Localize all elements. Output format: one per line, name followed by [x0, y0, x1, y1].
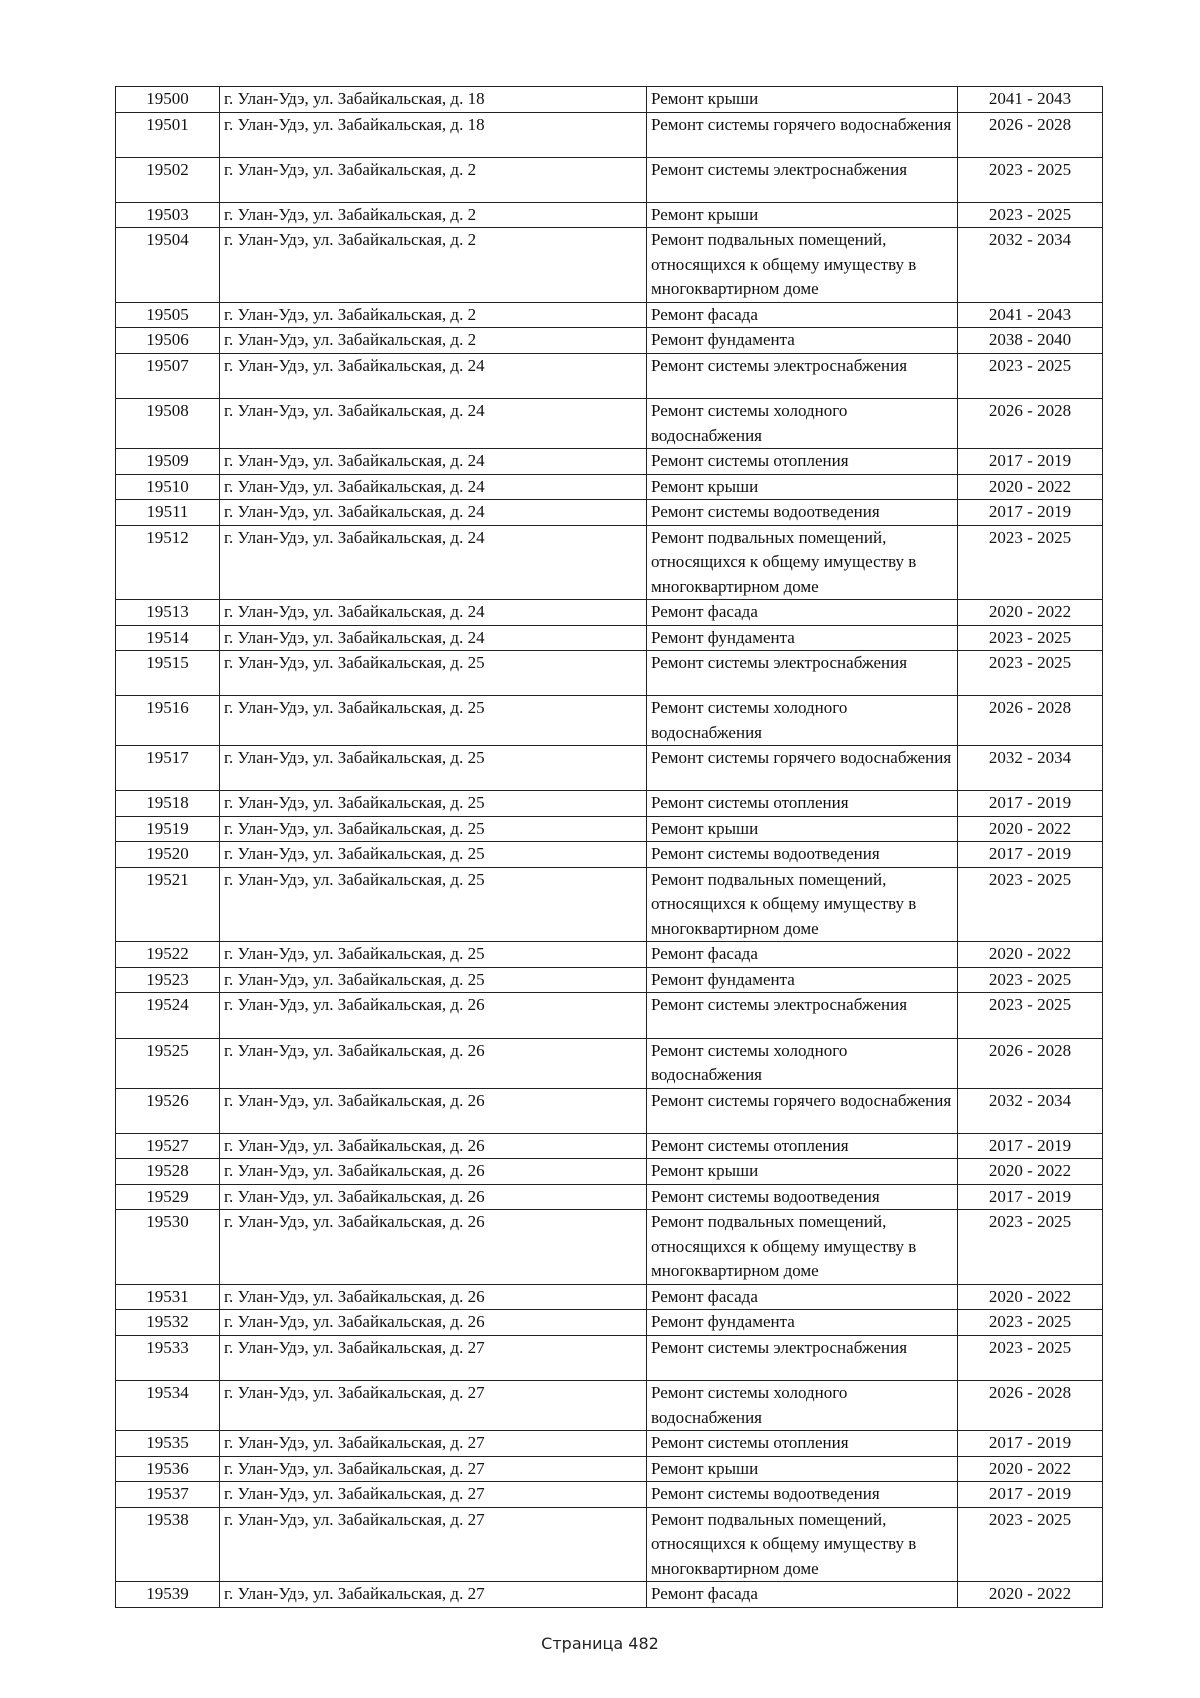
work-type-cell: Ремонт системы электроснабжения — [647, 157, 958, 202]
period-cell: 2020 - 2022 — [958, 1582, 1103, 1608]
row-number-cell: 19512 — [116, 525, 220, 600]
period-cell: 2032 - 2034 — [958, 228, 1103, 303]
period-cell: 2017 - 2019 — [958, 500, 1103, 526]
address-cell: г. Улан-Удэ, ул. Забайкальская, д. 25 — [220, 842, 647, 868]
address-cell: г. Улан-Удэ, ул. Забайкальская, д. 2 — [220, 202, 647, 228]
table-row — [116, 1582, 1103, 1608]
period-cell: 2026 - 2028 — [958, 1038, 1103, 1088]
work-type-cell: Ремонт системы электроснабжения — [647, 353, 958, 398]
row-number-cell: 19500 — [116, 87, 220, 113]
table-row — [116, 1184, 1103, 1210]
period-cell: 2020 - 2022 — [958, 1456, 1103, 1482]
row-number-cell: 19536 — [116, 1456, 220, 1482]
work-type-cell: Ремонт системы водоотведения — [647, 842, 958, 868]
address-cell: г. Улан-Удэ, ул. Забайкальская, д. 26 — [220, 1038, 647, 1088]
table-row — [116, 87, 1103, 113]
work-type-cell: Ремонт фасада — [647, 600, 958, 626]
work-type-cell: Ремонт крыши — [647, 87, 958, 113]
address-cell: г. Улан-Удэ, ул. Забайкальская, д. 18 — [220, 112, 647, 157]
work-type-cell: Ремонт фасада — [647, 1582, 958, 1608]
row-number-cell: 19503 — [116, 202, 220, 228]
row-number-cell: 19526 — [116, 1088, 220, 1133]
address-cell: г. Улан-Удэ, ул. Забайкальская, д. 18 — [220, 87, 647, 113]
work-type-cell: Ремонт крыши — [647, 474, 958, 500]
work-type-cell: Ремонт системы холодного водоснабжения — [647, 696, 958, 746]
address-cell: г. Улан-Удэ, ул. Забайкальская, д. 26 — [220, 1159, 647, 1185]
address-cell: г. Улан-Удэ, ул. Забайкальская, д. 27 — [220, 1507, 647, 1582]
address-cell: г. Улан-Удэ, ул. Забайкальская, д. 26 — [220, 1184, 647, 1210]
row-number-cell: 19523 — [116, 967, 220, 993]
work-type-cell: Ремонт системы электроснабжения — [647, 651, 958, 696]
row-number-cell: 19527 — [116, 1133, 220, 1159]
period-cell: 2041 - 2043 — [958, 302, 1103, 328]
period-cell: 2032 - 2034 — [958, 1088, 1103, 1133]
work-type-cell: Ремонт крыши — [647, 1456, 958, 1482]
works-table — [115, 86, 1103, 1608]
address-cell: г. Улан-Удэ, ул. Забайкальская, д. 25 — [220, 867, 647, 942]
address-cell: г. Улан-Удэ, ул. Забайкальская, д. 25 — [220, 967, 647, 993]
address-cell: г. Улан-Удэ, ул. Забайкальская, д. 25 — [220, 791, 647, 817]
table-row — [116, 1088, 1103, 1133]
row-number-cell: 19508 — [116, 399, 220, 449]
period-cell: 2023 - 2025 — [958, 157, 1103, 202]
table-row — [116, 525, 1103, 600]
address-cell: г. Улан-Удэ, ул. Забайкальская, д. 27 — [220, 1381, 647, 1431]
address-cell: г. Улан-Удэ, ул. Забайкальская, д. 27 — [220, 1431, 647, 1457]
row-number-cell: 19530 — [116, 1210, 220, 1285]
table-row — [116, 1284, 1103, 1310]
period-cell: 2020 - 2022 — [958, 942, 1103, 968]
table-row — [116, 328, 1103, 354]
work-type-cell: Ремонт системы отопления — [647, 1133, 958, 1159]
work-type-cell: Ремонт системы отопления — [647, 449, 958, 475]
period-cell: 2017 - 2019 — [958, 1133, 1103, 1159]
table-row — [116, 816, 1103, 842]
row-number-cell: 19529 — [116, 1184, 220, 1210]
address-cell: г. Улан-Удэ, ул. Забайкальская, д. 24 — [220, 474, 647, 500]
period-cell: 2023 - 2025 — [958, 1335, 1103, 1380]
address-cell: г. Улан-Удэ, ул. Забайкальская, д. 25 — [220, 816, 647, 842]
period-cell: 2023 - 2025 — [958, 967, 1103, 993]
period-cell: 2020 - 2022 — [958, 1159, 1103, 1185]
address-cell: г. Улан-Удэ, ул. Забайкальская, д. 2 — [220, 157, 647, 202]
work-type-cell: Ремонт фундамента — [647, 328, 958, 354]
period-cell: 2026 - 2028 — [958, 399, 1103, 449]
row-number-cell: 19525 — [116, 1038, 220, 1088]
row-number-cell: 19505 — [116, 302, 220, 328]
row-number-cell: 19531 — [116, 1284, 220, 1310]
address-cell: г. Улан-Удэ, ул. Забайкальская, д. 24 — [220, 449, 647, 475]
table-row — [116, 353, 1103, 398]
address-cell: г. Улан-Удэ, ул. Забайкальская, д. 2 — [220, 328, 647, 354]
period-cell: 2017 - 2019 — [958, 1431, 1103, 1457]
table-row — [116, 112, 1103, 157]
table-row — [116, 696, 1103, 746]
table-row — [116, 1381, 1103, 1431]
work-type-cell: Ремонт крыши — [647, 202, 958, 228]
address-cell: г. Улан-Удэ, ул. Забайкальская, д. 24 — [220, 500, 647, 526]
address-cell: г. Улан-Удэ, ул. Забайкальская, д. 26 — [220, 1310, 647, 1336]
table-row — [116, 942, 1103, 968]
row-number-cell: 19514 — [116, 625, 220, 651]
row-number-cell: 19524 — [116, 993, 220, 1038]
table-row — [116, 993, 1103, 1038]
work-type-cell: Ремонт фундамента — [647, 625, 958, 651]
work-type-cell: Ремонт системы электроснабжения — [647, 1335, 958, 1380]
period-cell: 2017 - 2019 — [958, 842, 1103, 868]
address-cell: г. Улан-Удэ, ул. Забайкальская, д. 26 — [220, 1284, 647, 1310]
period-cell: 2017 - 2019 — [958, 1184, 1103, 1210]
period-cell: 2020 - 2022 — [958, 474, 1103, 500]
works-table-body — [116, 87, 1103, 1608]
row-number-cell: 19509 — [116, 449, 220, 475]
address-cell: г. Улан-Удэ, ул. Забайкальская, д. 26 — [220, 1088, 647, 1133]
period-cell: 2023 - 2025 — [958, 1210, 1103, 1285]
work-type-cell: Ремонт системы горячего водоснабжения — [647, 1088, 958, 1133]
period-cell: 2023 - 2025 — [958, 625, 1103, 651]
table-row — [116, 600, 1103, 626]
table-row — [116, 1038, 1103, 1088]
period-cell: 2023 - 2025 — [958, 525, 1103, 600]
address-cell: г. Улан-Удэ, ул. Забайкальская, д. 27 — [220, 1582, 647, 1608]
work-type-cell: Ремонт системы горячего водоснабжения — [647, 746, 958, 791]
table-row — [116, 1431, 1103, 1457]
period-cell: 2026 - 2028 — [958, 1381, 1103, 1431]
address-cell: г. Улан-Удэ, ул. Забайкальская, д. 2 — [220, 228, 647, 303]
table-row — [116, 399, 1103, 449]
work-type-cell: Ремонт системы электроснабжения — [647, 993, 958, 1038]
work-type-cell: Ремонт подвальных помещений, относящихся к общему имуществу в многоквартирном доме — [647, 1507, 958, 1582]
row-number-cell: 19507 — [116, 353, 220, 398]
table-row — [116, 500, 1103, 526]
address-cell: г. Улан-Удэ, ул. Забайкальская, д. 24 — [220, 625, 647, 651]
row-number-cell: 19502 — [116, 157, 220, 202]
row-number-cell: 19537 — [116, 1482, 220, 1508]
address-cell: г. Улан-Удэ, ул. Забайкальская, д. 25 — [220, 746, 647, 791]
row-number-cell: 19511 — [116, 500, 220, 526]
work-type-cell: Ремонт подвальных помещений, относящихся к общему имуществу в многоквартирном доме — [647, 228, 958, 303]
row-number-cell: 19522 — [116, 942, 220, 968]
table-row — [116, 157, 1103, 202]
work-type-cell: Ремонт фасада — [647, 1284, 958, 1310]
row-number-cell: 19518 — [116, 791, 220, 817]
page-number: Страница 482 — [541, 1634, 659, 1653]
row-number-cell: 19504 — [116, 228, 220, 303]
work-type-cell: Ремонт системы холодного водоснабжения — [647, 1038, 958, 1088]
period-cell: 2017 - 2019 — [958, 449, 1103, 475]
work-type-cell: Ремонт системы водоотведения — [647, 1184, 958, 1210]
table-row — [116, 842, 1103, 868]
row-number-cell: 19534 — [116, 1381, 220, 1431]
row-number-cell: 19535 — [116, 1431, 220, 1457]
row-number-cell: 19521 — [116, 867, 220, 942]
period-cell: 2020 - 2022 — [958, 1284, 1103, 1310]
period-cell: 2020 - 2022 — [958, 816, 1103, 842]
work-type-cell: Ремонт системы горячего водоснабжения — [647, 112, 958, 157]
table-row — [116, 746, 1103, 791]
address-cell: г. Улан-Удэ, ул. Забайкальская, д. 27 — [220, 1482, 647, 1508]
work-type-cell: Ремонт системы отопления — [647, 1431, 958, 1457]
period-cell: 2038 - 2040 — [958, 328, 1103, 354]
work-type-cell: Ремонт подвальных помещений, относящихся к общему имуществу в многоквартирном доме — [647, 525, 958, 600]
address-cell: г. Улан-Удэ, ул. Забайкальская, д. 24 — [220, 353, 647, 398]
address-cell: г. Улан-Удэ, ул. Забайкальская, д. 25 — [220, 696, 647, 746]
table-row — [116, 651, 1103, 696]
work-type-cell: Ремонт системы отопления — [647, 791, 958, 817]
work-type-cell: Ремонт подвальных помещений, относящихся к общему имуществу в многоквартирном доме — [647, 867, 958, 942]
address-cell: г. Улан-Удэ, ул. Забайкальская, д. 24 — [220, 600, 647, 626]
period-cell: 2023 - 2025 — [958, 353, 1103, 398]
table-row — [116, 1133, 1103, 1159]
row-number-cell: 19516 — [116, 696, 220, 746]
period-cell: 2017 - 2019 — [958, 791, 1103, 817]
period-cell: 2023 - 2025 — [958, 651, 1103, 696]
work-type-cell: Ремонт фасада — [647, 302, 958, 328]
period-cell: 2020 - 2022 — [958, 600, 1103, 626]
table-row — [116, 474, 1103, 500]
work-type-cell: Ремонт системы холодного водоснабжения — [647, 1381, 958, 1431]
table-row — [116, 791, 1103, 817]
row-number-cell: 19510 — [116, 474, 220, 500]
row-number-cell: 19528 — [116, 1159, 220, 1185]
work-type-cell: Ремонт системы водоотведения — [647, 1482, 958, 1508]
work-type-cell: Ремонт крыши — [647, 1159, 958, 1185]
table-row — [116, 1335, 1103, 1380]
work-type-cell: Ремонт подвальных помещений, относящихся к общему имуществу в многоквартирном доме — [647, 1210, 958, 1285]
table-row — [116, 1210, 1103, 1285]
period-cell: 2026 - 2028 — [958, 112, 1103, 157]
address-cell: г. Улан-Удэ, ул. Забайкальская, д. 2 — [220, 302, 647, 328]
work-type-cell: Ремонт крыши — [647, 816, 958, 842]
address-cell: г. Улан-Удэ, ул. Забайкальская, д. 24 — [220, 399, 647, 449]
table-row — [116, 449, 1103, 475]
work-type-cell: Ремонт фасада — [647, 942, 958, 968]
row-number-cell: 19519 — [116, 816, 220, 842]
table-row — [116, 1310, 1103, 1336]
period-cell: 2023 - 2025 — [958, 993, 1103, 1038]
address-cell: г. Улан-Удэ, ул. Забайкальская, д. 26 — [220, 1133, 647, 1159]
address-cell: г. Улан-Удэ, ул. Забайкальская, д. 25 — [220, 942, 647, 968]
row-number-cell: 19532 — [116, 1310, 220, 1336]
period-cell: 2023 - 2025 — [958, 867, 1103, 942]
table-row — [116, 202, 1103, 228]
period-cell: 2032 - 2034 — [958, 746, 1103, 791]
period-cell: 2041 - 2043 — [958, 87, 1103, 113]
table-row — [116, 302, 1103, 328]
table-row — [116, 228, 1103, 303]
work-type-cell: Ремонт фундамента — [647, 1310, 958, 1336]
row-number-cell: 19513 — [116, 600, 220, 626]
address-cell: г. Улан-Удэ, ул. Забайкальская, д. 26 — [220, 993, 647, 1038]
period-cell: 2026 - 2028 — [958, 696, 1103, 746]
table-row — [116, 1159, 1103, 1185]
row-number-cell: 19538 — [116, 1507, 220, 1582]
address-cell: г. Улан-Удэ, ул. Забайкальская, д. 27 — [220, 1335, 647, 1380]
period-cell: 2023 - 2025 — [958, 202, 1103, 228]
address-cell: г. Улан-Удэ, ул. Забайкальская, д. 24 — [220, 525, 647, 600]
table-row — [116, 967, 1103, 993]
row-number-cell: 19520 — [116, 842, 220, 868]
work-type-cell: Ремонт фундамента — [647, 967, 958, 993]
row-number-cell: 19517 — [116, 746, 220, 791]
row-number-cell: 19515 — [116, 651, 220, 696]
table-row — [116, 625, 1103, 651]
row-number-cell: 19539 — [116, 1582, 220, 1608]
table-row — [116, 867, 1103, 942]
work-type-cell: Ремонт системы водоотведения — [647, 500, 958, 526]
table-row — [116, 1482, 1103, 1508]
table-row — [116, 1507, 1103, 1582]
work-type-cell: Ремонт системы холодного водоснабжения — [647, 399, 958, 449]
period-cell: 2017 - 2019 — [958, 1482, 1103, 1508]
address-cell: г. Улан-Удэ, ул. Забайкальская, д. 26 — [220, 1210, 647, 1285]
address-cell: г. Улан-Удэ, ул. Забайкальская, д. 25 — [220, 651, 647, 696]
period-cell: 2023 - 2025 — [958, 1310, 1103, 1336]
row-number-cell: 19506 — [116, 328, 220, 354]
address-cell: г. Улан-Удэ, ул. Забайкальская, д. 27 — [220, 1456, 647, 1482]
row-number-cell: 19501 — [116, 112, 220, 157]
row-number-cell: 19533 — [116, 1335, 220, 1380]
period-cell: 2023 - 2025 — [958, 1507, 1103, 1582]
table-row — [116, 1456, 1103, 1482]
